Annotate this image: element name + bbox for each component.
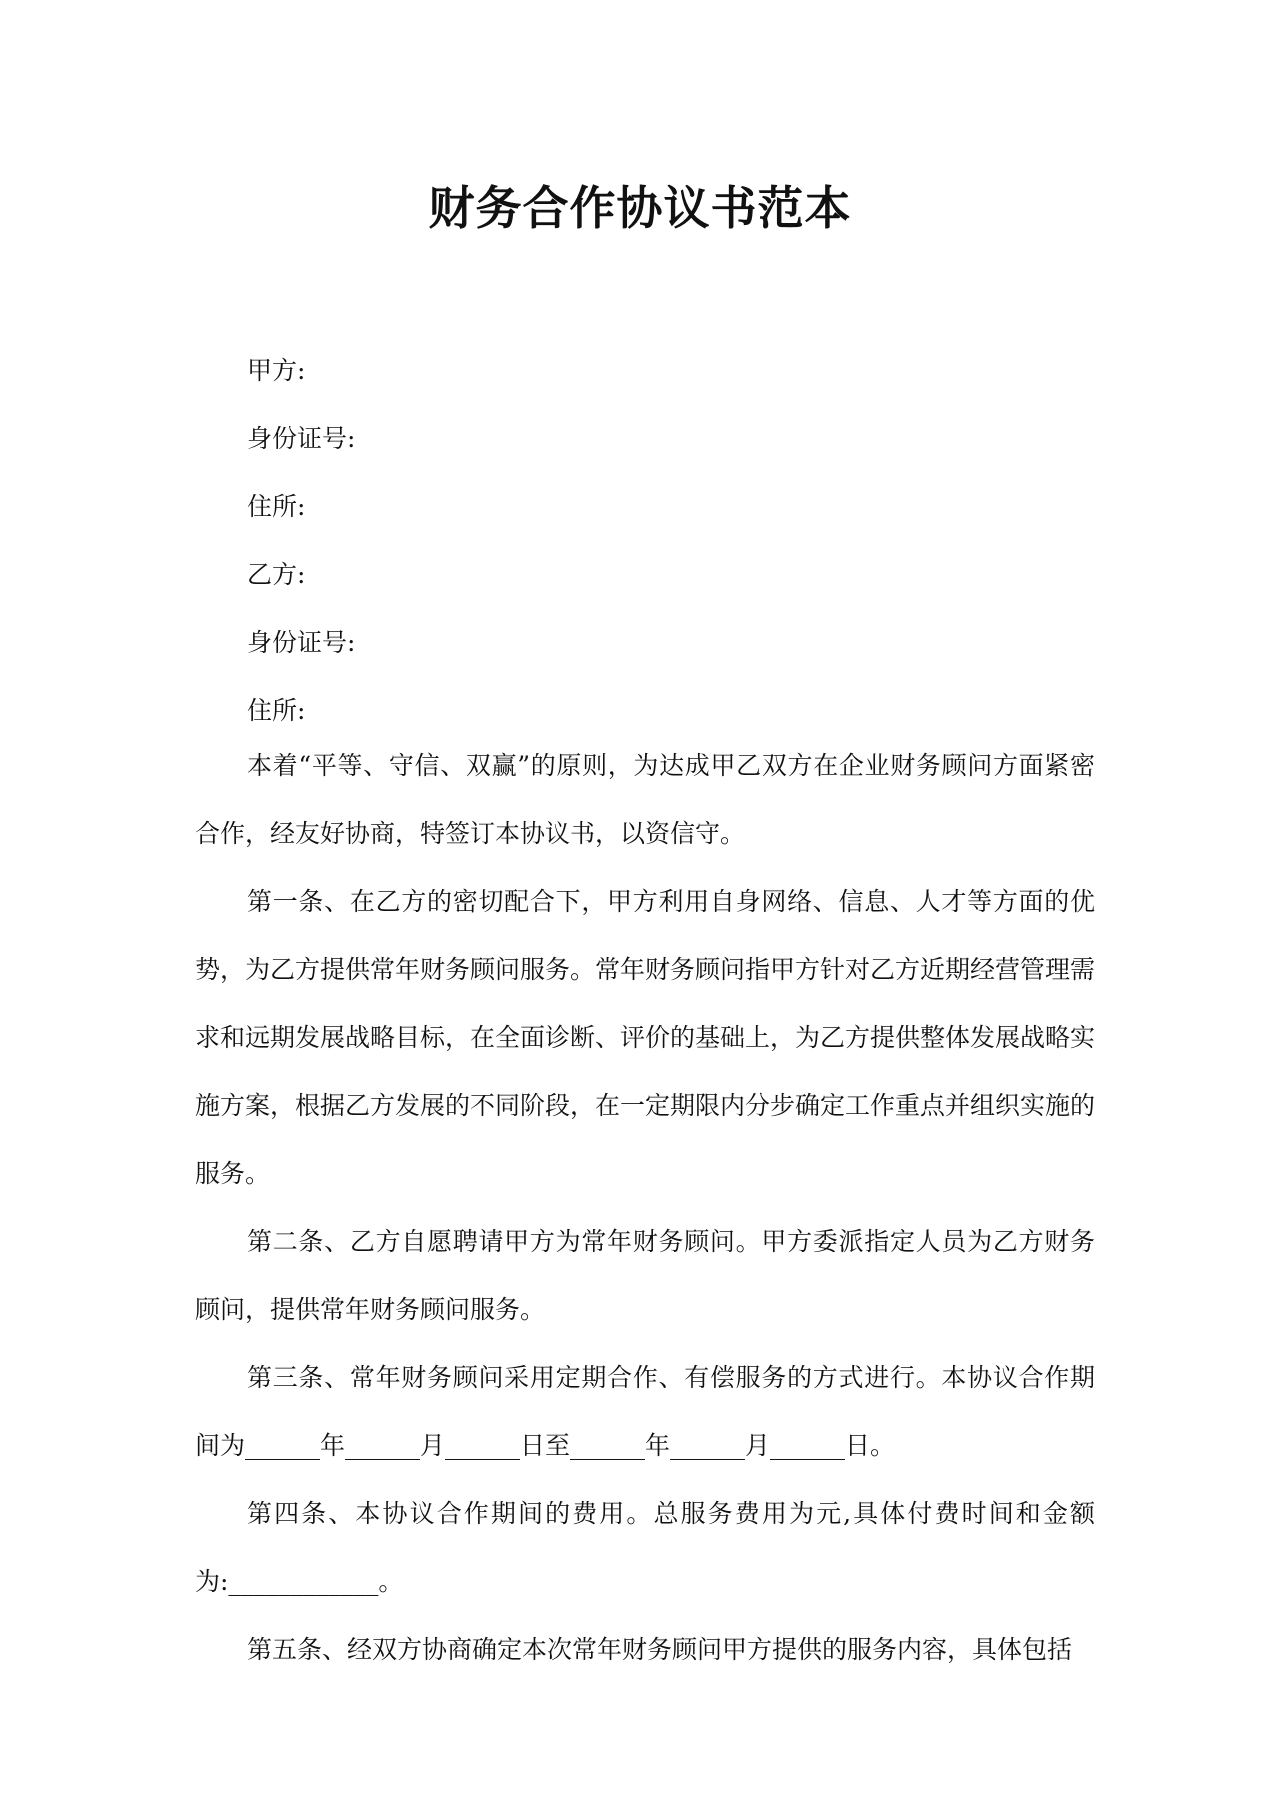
article-5-paragraph: 第五条、经双方协商确定本次常年财务顾问甲方提供的服务内容，具体包括: [247, 1635, 1073, 1664]
document-title: 财务合作协议书范本: [428, 181, 852, 235]
article-1-paragraph: 第一条、在乙方的密切配合下，甲方利用自身网络、信息、人才等方面的优势，为乙方提供常年财务顾问服务。常年财务顾问指甲方针对乙方近期经营管理需求和远期发展战略目标，在全面诊断、评价的基础上，为乙方提供整体发展战略实施方案，根据乙方发展的不同阶段，在一定期限内分步确定工作重点并组织实施的服务。: [195, 887, 1096, 1188]
article-3-paragraph: 第三条、常年财务顾问采用定期合作、有偿服务的方式进行。本协议合作期间为______年______月______日至______年______月______日。: [195, 1363, 1095, 1460]
party-b-id-label: 身份证号:: [247, 628, 356, 657]
party-b-label: 乙方:: [247, 560, 306, 589]
article-2-paragraph: 第二条、乙方自愿聘请甲方为常年财务顾问。甲方委派指定人员为乙方财务顾问，提供常年财务顾问服务。: [195, 1227, 1095, 1324]
party-a-label: 甲方:: [247, 356, 306, 385]
party-a-id-label: 身份证号:: [247, 424, 356, 453]
agreement-body: [195, 732, 1095, 1684]
party-info-block: [247, 337, 1097, 745]
preamble-paragraph: 本着“平等、守信、双赢”的原则，为达成甲乙双方在企业财务顾问方面紧密合作，经友好协商，特签订本协议书，以资信守。: [195, 751, 1095, 848]
party-a-address-label: 住所:: [247, 492, 306, 521]
article-4-paragraph: 第四条、本协议合作期间的费用。总服务费用为元,具体付费时间和金额为:____________。: [195, 1499, 1095, 1596]
party-b-address-label: 住所:: [247, 696, 306, 725]
